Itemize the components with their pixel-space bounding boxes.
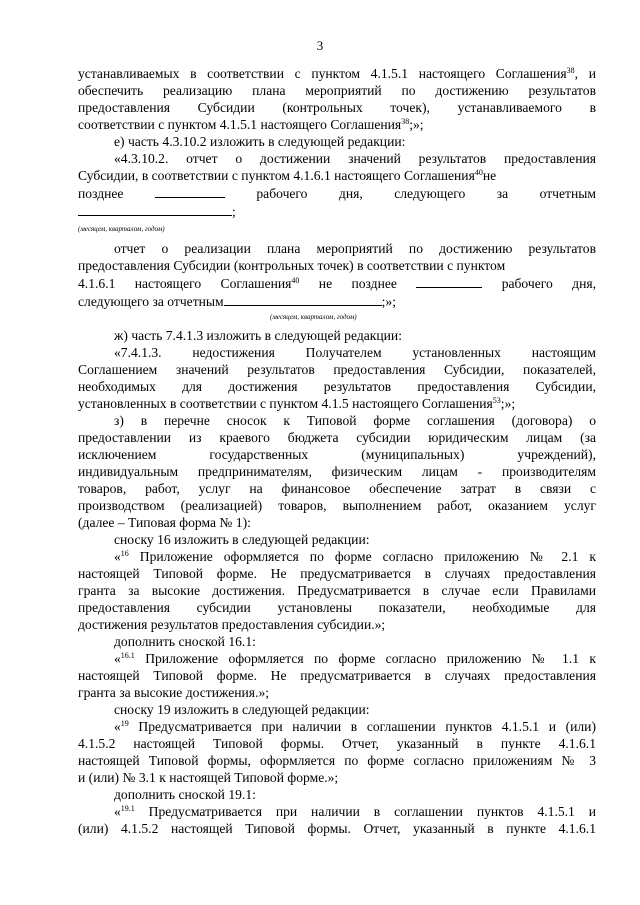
- text-line: 4.1.5.2 настоящей Типовой формы. Отчет, указанный в пункте 4.1.6.1: [78, 736, 596, 751]
- blank-field: [416, 275, 482, 288]
- text-line: устанавливаемых в соответствии с пунктом 4.1.5.1 настоящего Соглашения$^{38}$, и: [78, 66, 596, 81]
- text-line: (далее – Типовая форма № 1):: [78, 515, 251, 530]
- text-line: «4.3.10.2. отчет о достижении значений результатов предоставления: [114, 151, 596, 166]
- page-number: 3: [316, 38, 324, 53]
- text-line: установленных в соответствии с пунктом 4.1.5 настоящего Соглашения$^{53}$;»;: [78, 396, 516, 411]
- text-line: настоящей Типовой формы, оформляется по форме согласно приложениям № 3: [78, 753, 596, 768]
- text-line: предоставления Субсидии (контрольных точек), устанавливаемого в: [78, 100, 596, 115]
- text-line: производством (реализацией) товаров, выполнением работ, оказанием услуг: [78, 498, 596, 513]
- text-line: и (или) № 3.1 к настоящей Типовой форме.»;: [78, 770, 339, 785]
- text-line: сноску 19 изложить в следующей редакции:: [114, 702, 370, 717]
- text-line: достижения результатов предоставления субсидии.»;: [78, 617, 386, 632]
- text-line: отчет о реализации плана мероприятий по достижению результатов: [114, 241, 596, 256]
- text-line: з) в перечне сносок к Типовой форме соглашения (договора) о: [114, 413, 596, 428]
- text-line: обеспечить реализацию плана мероприятий по достижению результатов: [78, 83, 596, 98]
- text-line: соответствии с пунктом 4.1.5.1 настоящего Соглашения$^{38}$;»;: [78, 117, 424, 132]
- text-line-with-blank: 4.1.6.1 настоящего Соглашения$^{40}$ не позднее рабочего дня,: [78, 276, 596, 291]
- text-line: необходимых для достижения результатов предоставления Субсидии,: [78, 379, 596, 394]
- text-line: товаров, работ, услуг на финансовое обеспечение затрат в связи с: [78, 481, 596, 496]
- text-line: сноску 16 изложить в следующей редакции:: [114, 532, 370, 547]
- text-line: «$^{19}$ Предусматривается при наличии в соглашении пунктов 4.1.5.1 и (или): [114, 719, 596, 734]
- text-line: предоставлении из краевого бюджета субсидии юридическим лицам (за: [78, 430, 596, 445]
- text-line: дополнить сноской 19.1:: [114, 787, 256, 802]
- text-line: «7.4.1.3. недостижения Получателем установленных настоящим: [114, 345, 596, 360]
- text-line: «$^{19.1}$ Предусматривается при наличии в соглашении пунктов 4.1.5.1 и: [114, 804, 596, 819]
- text-line: Соглашением значений результатов предоставления Субсидии, показателей,: [78, 362, 596, 377]
- text-line-with-blank: позднее рабочего дня, следующего за отчетным: [78, 186, 596, 201]
- blank-field: [224, 293, 382, 306]
- text-line: Субсидии, в соответствии с пунктом 4.1.6.1 настоящего Соглашения$^{40}$не: [78, 168, 497, 183]
- text-line-with-blank: следующего за отчетным ;»;: [78, 294, 397, 309]
- text-line: (или) 4.1.5.2 настоящей Типовой формы. Отчет, указанный в пункте 4.1.6.1: [78, 821, 596, 836]
- text-line-with-blank: ;: [78, 203, 596, 221]
- text-line: индивидуальным предпринимателям, физическим лицам - производителям: [78, 464, 596, 479]
- field-caption: (месяцем, кварталом, годом): [78, 225, 165, 233]
- text-line: предоставления Субсидии (контрольных точек) в соответствии с пунктом: [78, 258, 506, 273]
- text-line: предоставления субсидии установлены показатели, необходимые для: [78, 600, 596, 615]
- text-line: «$^{16.1}$ Приложение оформляется по форме согласно приложению № 1.1 к: [114, 651, 596, 666]
- text-line: дополнить сноской 16.1:: [114, 634, 256, 649]
- text-line: ж) часть 7.4.1.3 изложить в следующей редакции:: [114, 328, 402, 343]
- text-line: е) часть 4.3.10.2 изложить в следующей редакции:: [114, 134, 406, 149]
- blank-field: [155, 185, 225, 198]
- text-line: настоящей Типовой форме. Не предусматривается в случаях предоставления: [78, 668, 596, 683]
- text-line: настоящей Типовой форме. Не предусматривается в случаях предоставления: [78, 566, 596, 581]
- text-line: исключением государственных (муниципальных) учреждений),: [78, 447, 596, 462]
- blank-field: [78, 203, 232, 216]
- text-line: гранта за высокие достижения.»;: [78, 685, 270, 700]
- text-line: «$^{16}$ Приложение оформляется по форме согласно приложению № 2.1 к: [114, 549, 596, 564]
- field-caption: (месяцем, кварталом, годом): [270, 313, 357, 321]
- text-line: гранта за высокие достижения. Предусматривается в случае если Правилами: [78, 583, 596, 598]
